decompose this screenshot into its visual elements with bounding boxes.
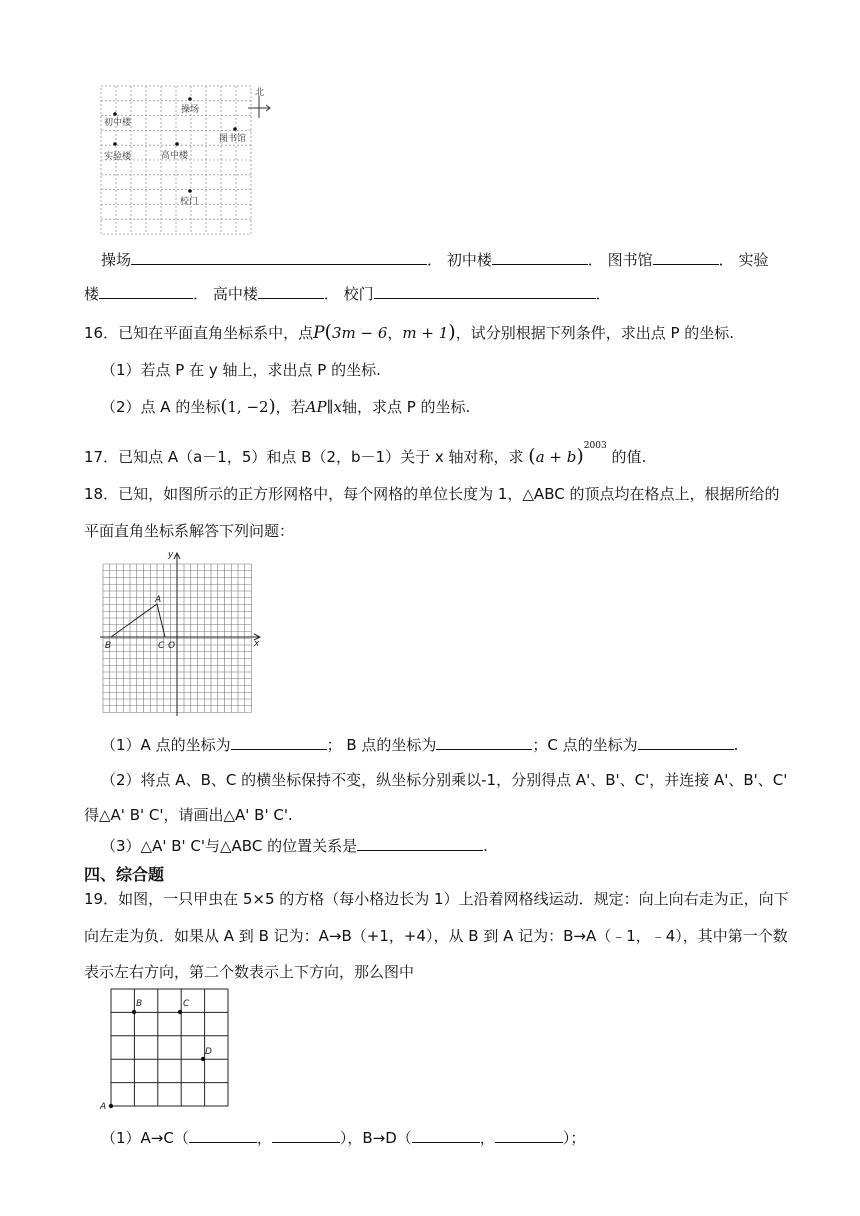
q19-BD-x-blank[interactable]: [412, 1126, 480, 1143]
q18-sub3-end: .: [483, 837, 488, 855]
playground-dot: [188, 97, 192, 101]
lab-building-dot: [113, 142, 117, 146]
q19-B-label: B: [136, 999, 143, 1009]
q15-gate-blank[interactable]: [374, 282, 596, 299]
q18-relation-blank[interactable]: [357, 834, 483, 851]
q19-point-D: [201, 1057, 205, 1061]
q19-BD-y-blank[interactable]: [495, 1126, 563, 1143]
q15-lab-blank[interactable]: [99, 282, 193, 299]
q15-line1: [101, 248, 768, 270]
q19-line1: 19．如图，一只甲虫在 5×5 的方格（每小格边长为 1）上沿着网格线运动．规定：向上向右走为正，向下: [84, 890, 789, 908]
q19-AC-x-blank[interactable]: [189, 1126, 257, 1143]
q18-line2: 平面直角坐标系解答下列问题：: [84, 522, 295, 540]
q16-suffix: ，试分别根据下列条件，求出点 P 的坐标.: [455, 324, 735, 342]
q18-sub1-b: ； B 点的坐标为: [326, 736, 437, 754]
sub1-comma: ，: [256, 1129, 272, 1147]
q18-A-label: A: [155, 595, 162, 605]
sep: ．: [718, 251, 734, 269]
north-arrow-icon: [248, 96, 270, 118]
q18-sub3-a: （3）△A' B' C'与△ABC 的位置关系是: [101, 837, 358, 855]
q19-point-A: [109, 1104, 113, 1108]
q18-sub2-line2: 得△A' B' C'，请画出△A' B' C'.: [84, 806, 293, 824]
q15-library-blank[interactable]: [653, 248, 719, 265]
playground-label: 操场: [181, 105, 200, 115]
q17-stem: 17．已知点 A（a－1，5）和点 B（2，b－1）关于 x 轴对称，求 $(a + b)^{2003}$ 的值.: [84, 441, 647, 467]
q19-line2: 向左走为负．如果从 A 到 B 记为：A→B（+1，+4），从 B 到 A 记为：B→A（﹣1，﹣4），其中第一个数: [84, 927, 788, 945]
q19-sub1: [101, 1126, 585, 1148]
q15-gate-label: 校门: [343, 285, 374, 303]
q17-text: 17．已知点 A（a－1，5）和点 B（2，b－1）关于 x 轴对称，求: [84, 448, 524, 466]
q16-expr2: m + 1: [402, 324, 449, 342]
q15-playground-label: 操场: [101, 251, 132, 269]
q18-C-coord-blank[interactable]: [638, 733, 734, 750]
q18-x-label: x: [254, 639, 260, 649]
library-dot: [233, 127, 237, 131]
q18-sub1: [101, 733, 738, 755]
q16-sub1: （1）若点 P 在 y 轴上，求出点 P 的坐标.: [101, 361, 381, 379]
q15-senior-label: 高中楼: [212, 285, 258, 303]
q15-line2: [84, 282, 611, 304]
q19-line3: 表示左右方向，第二个数表示上下方向，那么图中: [84, 963, 415, 981]
north-label: 北: [255, 88, 265, 98]
q18-O-label: O: [168, 641, 176, 651]
sep: ．: [427, 251, 443, 269]
q17-exponent: 2003: [583, 441, 607, 451]
sep: ．: [193, 285, 209, 303]
q15-lab-label-b: 楼: [84, 285, 100, 303]
q18-sub1-end: .: [733, 736, 739, 754]
q16-sub2-coord: 1, −2: [227, 398, 269, 416]
q15-senior-blank[interactable]: [258, 282, 324, 299]
q16-prefix: 16．已知在平面直角坐标系中，点: [84, 324, 314, 342]
q16-sub2: （2）点 A 的坐标(1, −2)，若AP∥x轴，求点 P 的坐标.: [101, 396, 471, 417]
q18-sub1-c: ；C 点的坐标为: [532, 736, 638, 754]
q19-grid-figure: [98, 984, 230, 1112]
library-label: 图书馆: [219, 134, 247, 144]
q17-suffix: 的值.: [611, 448, 647, 466]
sep: ．: [595, 285, 611, 303]
q18-B-coord-blank[interactable]: [436, 733, 532, 750]
q15-lab-label-a: 实验: [738, 251, 769, 269]
q18-sub3: [101, 834, 488, 856]
q16-sub2-b: ，若: [275, 398, 306, 416]
q19-point-C: [178, 1010, 182, 1014]
q18-grid-figure: [100, 548, 266, 720]
q19-point-B: [132, 1010, 136, 1014]
q15-junior-label: 初中楼: [446, 251, 492, 269]
q18-sub1-a: （1）A 点的坐标为: [101, 736, 231, 754]
gate-dot: [188, 189, 192, 193]
q16-sub2-x: x: [333, 398, 342, 416]
junior-building-label: 初中楼: [104, 118, 132, 128]
q18-line1: 18．已知，如图所示的正方形网格中，每个网格的单位长度为 1，△ABC 的顶点均在格点上，根据所给的: [84, 485, 780, 503]
q19-sub1-a: （1）A→C（: [101, 1129, 189, 1147]
school-map-figure: [98, 84, 278, 236]
q19-C-label: C: [183, 999, 190, 1009]
q18-B-label: B: [105, 641, 112, 651]
q16-stem: 16．已知在平面直角坐标系中，点P(3m − 6，m + 1)，试分别根据下列条件，求出点 P 的坐标.: [84, 321, 735, 343]
q19-sub1-end: ）；: [562, 1129, 586, 1147]
q18-sub2-line1: （2）将点 A、B、C 的横坐标保持不变，纵坐标分别乘以-1，分别得点 A'、B'、C'，并连接 A'、B'、C': [101, 771, 788, 789]
q16-sub2-par: ∥: [326, 398, 334, 416]
sep: ．: [587, 251, 603, 269]
q15-junior-blank[interactable]: [492, 248, 588, 265]
q19-AC-y-blank[interactable]: [272, 1126, 340, 1143]
q15-library-label: 图书馆: [607, 251, 653, 269]
q18-A-coord-blank[interactable]: [231, 733, 327, 750]
q16-sub2-c: 轴，求点 P 的坐标.: [341, 398, 471, 416]
senior-building-dot: [175, 142, 179, 146]
q16-sub2-a: （2）点 A 的坐标: [101, 398, 221, 416]
q19-D-label: D: [205, 1047, 212, 1057]
lab-building-label: 实验楼: [104, 152, 132, 162]
senior-building-label: 高中楼: [161, 151, 189, 161]
q18-C-label: C: [158, 641, 165, 651]
q16-point: P: [313, 323, 325, 343]
q18-y-label: y: [168, 550, 174, 560]
q16-sub2-rel: AP: [305, 398, 327, 416]
junior-building-dot: [113, 112, 117, 116]
section-title: 四、综合题: [84, 865, 165, 884]
gate-label: 校门: [180, 197, 199, 207]
q19-sub1-b: ），B→D（: [339, 1129, 412, 1147]
q16-expr1: 3m − 6: [331, 324, 388, 342]
sub1-comma: ，: [479, 1129, 495, 1147]
q15-playground-blank[interactable]: [131, 248, 427, 265]
q19-A-label: A: [100, 1102, 107, 1112]
q17-expr: a + b: [535, 448, 577, 466]
sep: ．: [323, 285, 339, 303]
